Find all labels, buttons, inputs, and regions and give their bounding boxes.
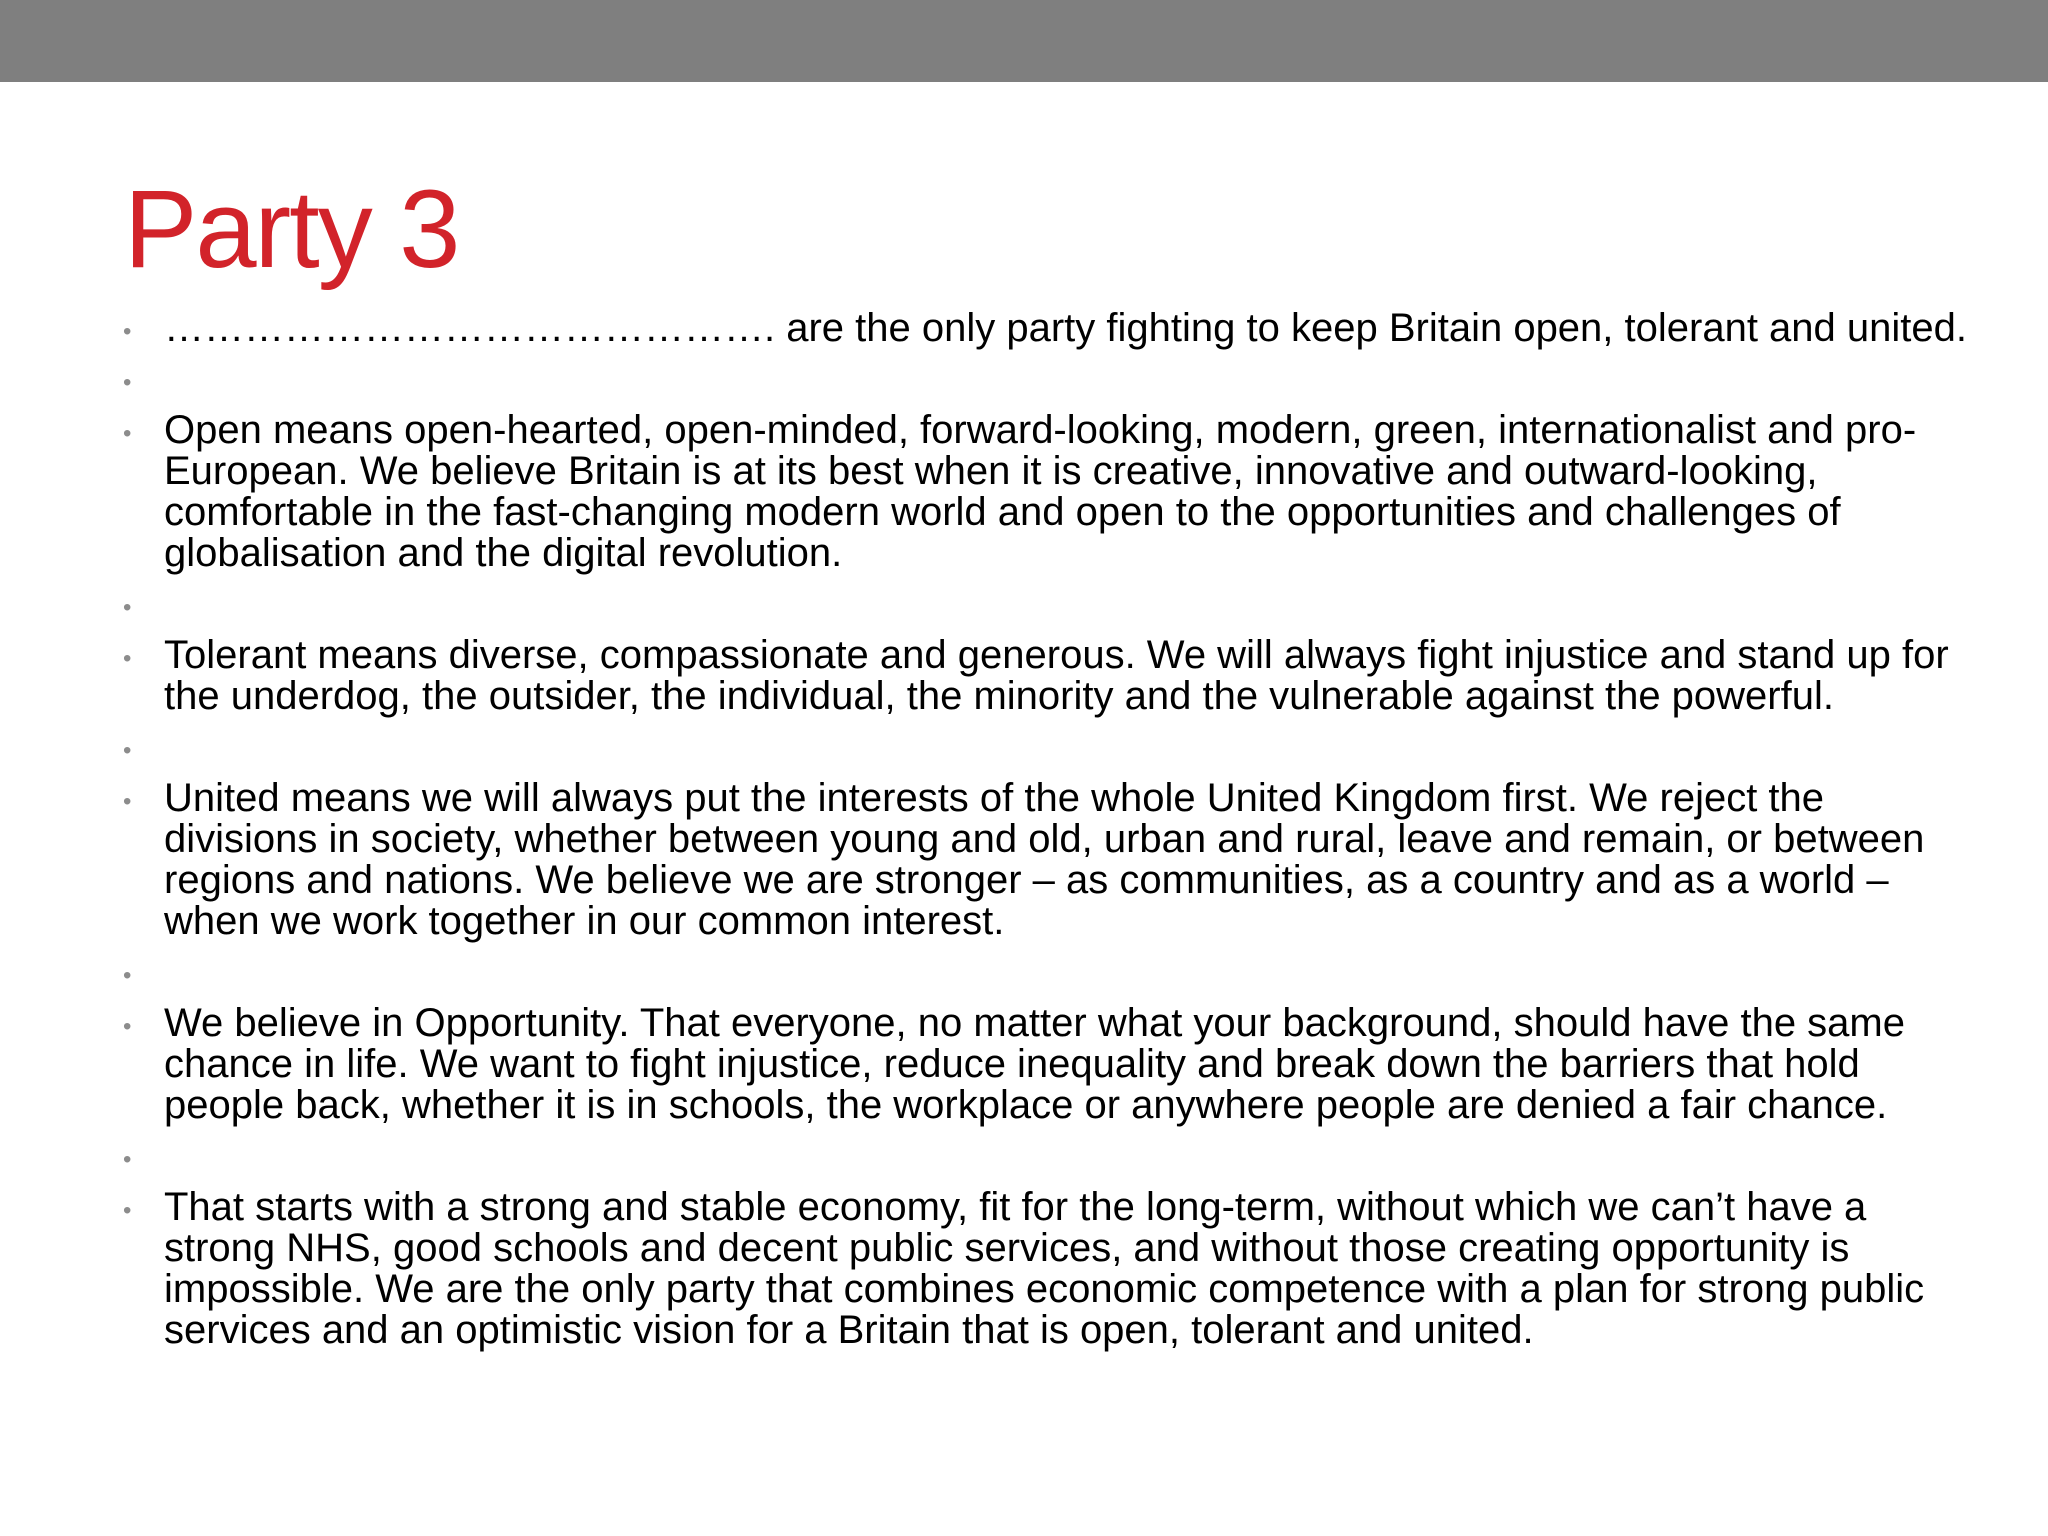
bullet-text: United means we will always put the interests of the whole United Kingdom first. We reject the divisions in society, whether between young and old, urban and rural, leave and remain, or between regions and nations. We believe we are stronger – as communities, as a country and as a world – when we work together in our common interest. (164, 776, 1925, 943)
bullet-item (114, 778, 1974, 942)
bullet-item (114, 1187, 1974, 1351)
empty-bullet-item (114, 359, 1974, 400)
bullet-text: Open means open-hearted, open-minded, forward-looking, modern, green, internationalist and pro-European. We believe Britain is at its best when it is creative, innovative and outward-looking, comfortable in the fast-changing modern world and open to the opportunities and challenges of globalisation and the digital revolution. (164, 408, 1917, 575)
bullet-item (114, 410, 1974, 574)
bullet-marker-icon: • (123, 962, 132, 989)
bullet-marker-icon: • (123, 1013, 132, 1040)
bullet-marker-icon: • (123, 318, 132, 345)
bullet-marker-icon: • (123, 788, 132, 815)
bullet-text: We believe in Opportunity. That everyone, no matter what your background, should have the same chance in life. We want to fight injustice, reduce inequality and break down the barriers that hold people back, whether it is in schools, the workplace or anywhere people are denied a fair chance. (164, 1001, 1905, 1127)
slide-title: Party 3 (124, 168, 459, 291)
bullet-marker-icon: • (123, 645, 132, 672)
bullet-text: ………………………………………. are the only party fighting to keep Britain open, tolerant and united. (164, 306, 1968, 350)
bullet-marker-icon: • (123, 1146, 132, 1173)
empty-bullet-item (114, 952, 1974, 993)
bullet-marker-icon: • (123, 1197, 132, 1224)
bullet-text: Tolerant means diverse, compassionate and generous. We will always fight injustice and stand up for the underdog, the outsider, the individual, the minority and the vulnerable against the powerful. (164, 633, 1949, 718)
bullet-marker-icon: • (123, 594, 132, 621)
empty-bullet-item (114, 727, 1974, 768)
empty-bullet-item (114, 1136, 1974, 1177)
bullet-list (114, 308, 1974, 1351)
bullet-item (114, 635, 1974, 717)
bullet-marker-icon: • (123, 369, 132, 396)
bullet-marker-icon: • (123, 737, 132, 764)
header-band (0, 0, 2048, 82)
bullet-item (114, 308, 1974, 349)
bullet-item (114, 1003, 1974, 1126)
bullet-marker-icon: • (123, 420, 132, 447)
bullet-text: That starts with a strong and stable economy, fit for the long-term, without which we can’t have a strong NHS, good schools and decent public services, and without those creating opportunity is impossible. We are the only party that combines economic competence with a plan for strong public services and an optimistic vision for a Britain that is open, tolerant and united. (164, 1185, 1925, 1352)
empty-bullet-item (114, 584, 1974, 625)
